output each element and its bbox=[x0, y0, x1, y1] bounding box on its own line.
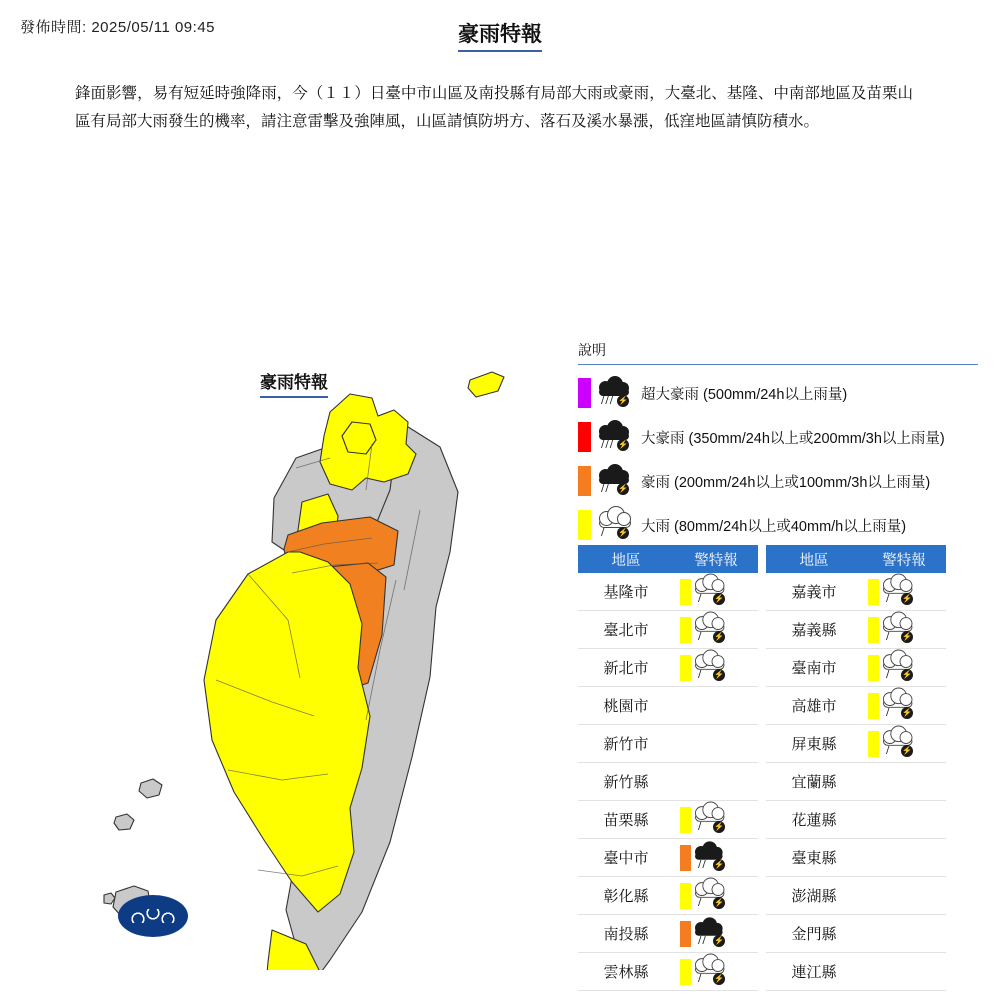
light-rain-cloud-icon: / ⚡ bbox=[695, 882, 729, 910]
table-row[interactable] bbox=[766, 649, 946, 687]
advisory-body-text: 鋒面影響，易有短延時強降雨，今（１１）日臺中市山區及南投縣有局部大雨或豪雨，大臺北、基隆、中南部地區及苗栗山區有局部大雨發生的機率，請注意雷擊及強陣風，山區請慎防坍方、落石及溪水暴漲，低窪地區請慎防積水。 bbox=[75, 85, 913, 130]
area-name: 金門縣 bbox=[791, 926, 837, 943]
legend-swatch bbox=[578, 466, 591, 496]
warning-table-right bbox=[766, 545, 946, 991]
issue-time: 發佈時間: 2025/05/11 09:45 bbox=[20, 19, 215, 36]
light-rain-cloud-icon: / ⚡ bbox=[883, 654, 917, 682]
table-row[interactable] bbox=[766, 915, 946, 953]
warning-swatch bbox=[680, 807, 691, 833]
map-svg bbox=[0, 330, 560, 970]
table-row[interactable] bbox=[766, 801, 946, 839]
table-row[interactable] bbox=[578, 915, 758, 953]
light-rain-cloud-icon: / ⚡ bbox=[695, 654, 729, 682]
light-rain-cloud-icon: / ⚡ bbox=[597, 510, 633, 540]
light-rain-cloud-icon: / ⚡ bbox=[695, 578, 729, 606]
dark-rain-cloud-icon: /// ⚡ bbox=[597, 422, 633, 452]
table-row[interactable] bbox=[578, 877, 758, 915]
cwa-logo bbox=[118, 895, 188, 937]
island-penghu-b bbox=[104, 893, 115, 904]
page-title-text: 豪雨特報 bbox=[458, 23, 542, 52]
legend-swatch bbox=[578, 510, 591, 540]
warning-swatch bbox=[680, 617, 691, 643]
table-row[interactable] bbox=[578, 611, 758, 649]
light-rain-cloud-icon: / ⚡ bbox=[695, 806, 729, 834]
warning-cell bbox=[674, 920, 758, 948]
warning-swatch bbox=[680, 959, 691, 985]
warning-swatch bbox=[868, 579, 879, 605]
area-name: 澎湖縣 bbox=[791, 888, 837, 905]
warning-tables bbox=[578, 545, 978, 991]
island-matsu-a bbox=[139, 779, 162, 798]
area-name: 嘉義縣 bbox=[791, 622, 837, 639]
light-rain-cloud-icon: / ⚡ bbox=[883, 730, 917, 758]
area-name: 嘉義市 bbox=[791, 584, 837, 601]
table-row[interactable] bbox=[578, 801, 758, 839]
dark-rain-cloud-icon: // ⚡ bbox=[695, 844, 729, 872]
legend-item bbox=[578, 415, 978, 459]
warning-cell bbox=[674, 806, 758, 834]
table-row[interactable] bbox=[578, 687, 758, 725]
warning-swatch bbox=[680, 845, 691, 871]
legend-swatch bbox=[578, 422, 591, 452]
light-rain-cloud-icon: / ⚡ bbox=[883, 692, 917, 720]
legend-label: 超大豪雨 (500mm/24h以上雨量) bbox=[641, 386, 848, 403]
table-header-row bbox=[766, 545, 946, 573]
warning-swatch bbox=[868, 655, 879, 681]
legend-item bbox=[578, 459, 978, 503]
area-name: 南投縣 bbox=[603, 926, 649, 943]
legend-label: 豪雨 (200mm/24h以上或100mm/3h以上雨量) bbox=[641, 474, 931, 491]
warning-cell bbox=[862, 578, 946, 606]
warning-swatch bbox=[680, 579, 691, 605]
legend-label: 大雨 (80mm/24h以上或40mm/h以上雨量) bbox=[641, 518, 907, 535]
column-header-area: 地區 bbox=[611, 552, 641, 569]
warning-swatch bbox=[680, 883, 691, 909]
light-rain-cloud-icon: / ⚡ bbox=[695, 616, 729, 644]
legend-item bbox=[578, 503, 978, 547]
warning-swatch bbox=[680, 655, 691, 681]
light-rain-cloud-icon: / ⚡ bbox=[883, 578, 917, 606]
legend-item bbox=[578, 371, 978, 415]
column-header-warning: 警特報 bbox=[694, 552, 738, 569]
area-name: 新竹市 bbox=[603, 736, 649, 753]
warning-cell bbox=[674, 882, 758, 910]
warning-cell bbox=[674, 578, 758, 606]
warning-cell bbox=[674, 844, 758, 872]
light-rain-cloud-icon: / ⚡ bbox=[883, 616, 917, 644]
area-name: 彰化縣 bbox=[603, 888, 649, 905]
table-row[interactable] bbox=[766, 953, 946, 991]
dark-rain-cloud-icon: // ⚡ bbox=[597, 466, 633, 496]
warning-swatch bbox=[868, 693, 879, 719]
warning-cell bbox=[674, 958, 758, 986]
warning-cell bbox=[674, 616, 758, 644]
light-rain-cloud-icon: / ⚡ bbox=[695, 958, 729, 986]
table-row[interactable] bbox=[766, 877, 946, 915]
table-row[interactable] bbox=[766, 725, 946, 763]
area-name: 臺東縣 bbox=[791, 850, 837, 867]
column-header-area: 地區 bbox=[799, 552, 829, 569]
table-header-row bbox=[578, 545, 758, 573]
area-name: 新北市 bbox=[603, 660, 649, 677]
warning-cell bbox=[862, 654, 946, 682]
map-title-text: 豪雨特報 bbox=[260, 373, 328, 398]
legend-title: 說明 bbox=[578, 342, 606, 358]
dark-rain-cloud-icon: /// ⚡ bbox=[597, 378, 633, 408]
warning-swatch bbox=[868, 731, 879, 757]
legend-swatch bbox=[578, 378, 591, 408]
table-row[interactable] bbox=[766, 763, 946, 801]
area-name: 基隆市 bbox=[603, 584, 649, 601]
area-name: 宜蘭縣 bbox=[791, 774, 837, 791]
area-name: 苗栗縣 bbox=[603, 812, 649, 829]
column-header-warning: 警特報 bbox=[882, 552, 926, 569]
legend-label: 大豪雨 (350mm/24h以上或200mm/3h以上雨量) bbox=[641, 430, 945, 447]
area-name: 桃園市 bbox=[603, 698, 649, 715]
warning-swatch bbox=[868, 617, 879, 643]
area-name: 屏東縣 bbox=[791, 736, 837, 753]
legend-divider bbox=[578, 364, 978, 365]
area-name: 雲林縣 bbox=[603, 964, 649, 981]
table-row[interactable] bbox=[578, 649, 758, 687]
table-row[interactable] bbox=[766, 573, 946, 611]
taiwan-warning-map bbox=[0, 330, 560, 970]
area-name: 臺南市 bbox=[791, 660, 837, 677]
area-name: 新竹縣 bbox=[603, 774, 649, 791]
area-name: 花蓮縣 bbox=[791, 812, 837, 829]
table-row[interactable] bbox=[766, 611, 946, 649]
island-matsu-b bbox=[114, 814, 134, 830]
warning-cell bbox=[674, 654, 758, 682]
warning-table-left bbox=[578, 545, 758, 991]
island-pengjia bbox=[468, 372, 504, 397]
table-row[interactable] bbox=[766, 687, 946, 725]
map-title bbox=[260, 368, 328, 393]
area-name: 臺中市 bbox=[603, 850, 649, 867]
area-name: 臺北市 bbox=[603, 622, 649, 639]
warning-cell bbox=[862, 616, 946, 644]
table-row[interactable] bbox=[578, 763, 758, 801]
table-row[interactable] bbox=[578, 573, 758, 611]
table-row[interactable] bbox=[578, 839, 758, 877]
page-title bbox=[0, 18, 1000, 48]
table-row[interactable] bbox=[578, 725, 758, 763]
area-name: 高雄市 bbox=[791, 698, 837, 715]
table-row[interactable] bbox=[578, 953, 758, 991]
region-west-yellow bbox=[204, 552, 370, 912]
dark-rain-cloud-icon: // ⚡ bbox=[695, 920, 729, 948]
warning-cell bbox=[862, 730, 946, 758]
area-name: 連江縣 bbox=[791, 964, 837, 981]
table-row[interactable] bbox=[766, 839, 946, 877]
legend bbox=[578, 340, 978, 547]
warning-swatch bbox=[680, 921, 691, 947]
warning-cell bbox=[862, 692, 946, 720]
